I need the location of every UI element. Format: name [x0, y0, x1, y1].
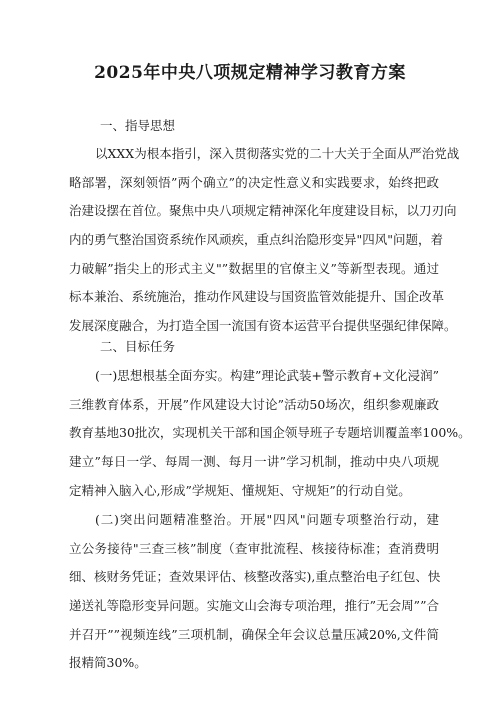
text-line: 三维教育体系，开展”作风建设大讨论”活动50场次，组织参观廉政: [69, 396, 439, 412]
text-line: 定精神入脑入心,形成”学规矩、懂规矩、守规矩”的行动自觉。: [69, 482, 411, 498]
text-line: 发展深度融合，为打造全国一流国有资本运营平台提供坚强纪律保障。: [69, 318, 457, 334]
section-heading-goals-tasks: 二、目标任务: [100, 339, 176, 354]
text-line: 递送礼等隐形变异问题。实施文山会海专项治理，推行”无会周””合: [69, 598, 439, 614]
text-line: 以XXX为根本指引，深入贯彻落实党的二十大关于全面从严治党战: [95, 146, 460, 161]
document-title: 2025年中央八项规定精神学习教育方案: [94, 63, 406, 83]
text-line: 力破解”指尖上的形式主义"”数据里的官僚主义”等新型表现。通过: [69, 260, 439, 276]
text-line: 并召开””视频连线”三项机制，确保全年会议总量压减20%,文件简: [69, 626, 439, 642]
text-line: 教育基地30批次，实现机关干部和国企领导班子专题培训覆盖率100%。: [69, 425, 471, 441]
text-line: (二)突出问题精准整治。开展"四风"问题专项整治行动，建: [95, 512, 439, 527]
text-line: 细、核财务凭证；查效果评估、核整改落实),重点整治电子红包、快: [69, 569, 441, 585]
text-line: 建立”每日一学、每周一测、每月一讲”学习机制，推动中央八项规: [69, 454, 439, 470]
text-line: 标本兼治、系统施治，推动作风建设与国资监管效能提升、国企改革: [69, 289, 445, 305]
paragraph-ideological-foundation: [69, 362, 471, 505]
paragraph-problem-rectification: [69, 506, 439, 678]
text-line: (一)思想根基全面夯实。构建”理论武装+警示教育+文化浸润”: [95, 368, 439, 383]
text-line: 立公务接待"三查三核”制度（查审批流程、核接待标准；查消费明: [69, 540, 439, 556]
text-line: 略部署，深刻领悟”两个确立”的决定性意义和实践要求，始终把政: [69, 174, 439, 190]
paragraph-guiding-ideology: [69, 140, 460, 341]
text-line: 治建设摆在首位。聚焦中央八项规定精神深化年度建设目标，以刀刃向: [69, 203, 457, 219]
text-line: 报精简30%。: [69, 655, 147, 671]
section-heading-guiding-ideology: 一、指导思想: [100, 118, 176, 133]
text-line: 内的勇气整治国资系统作风顽疾，重点纠治隐形变异"四风"问题，着: [69, 232, 444, 248]
